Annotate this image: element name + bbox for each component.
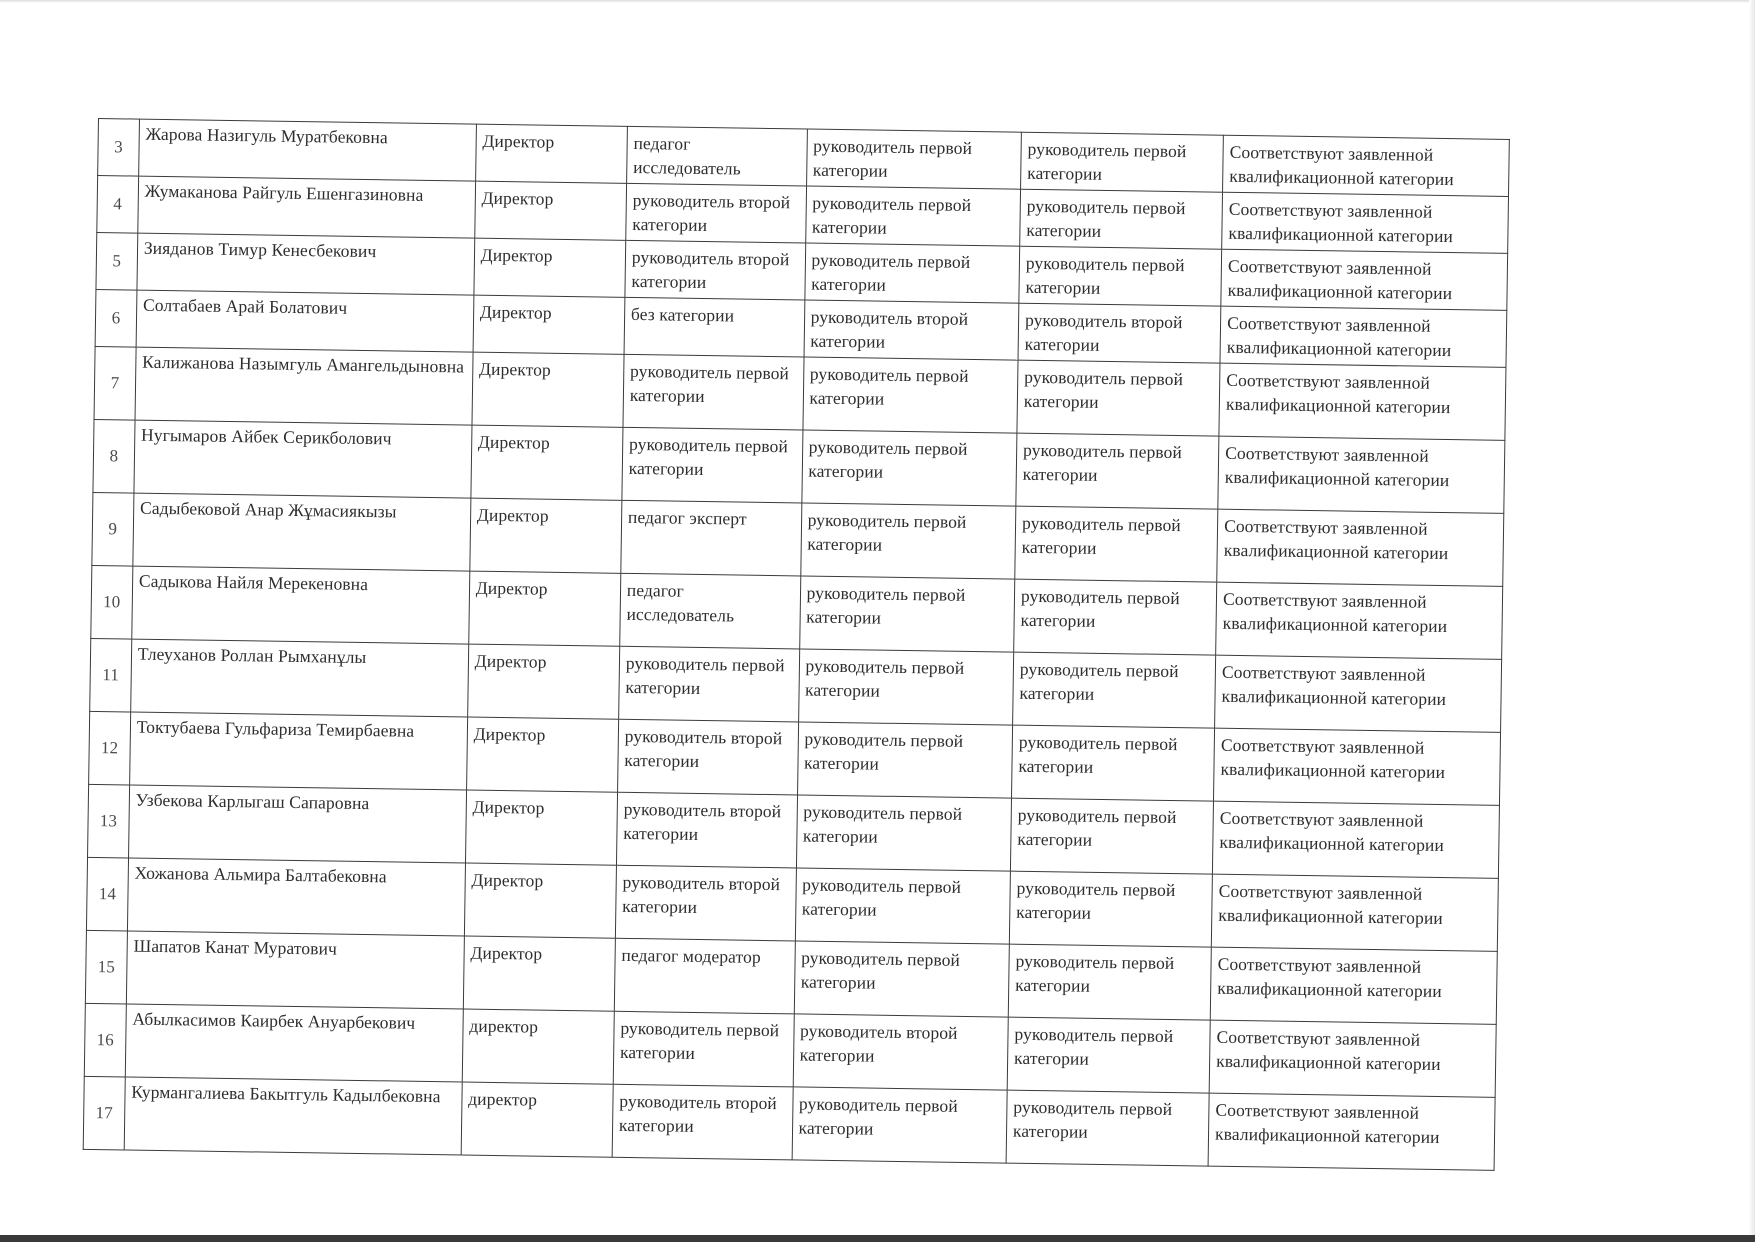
assigned-category-cell: руководитель первой категории [1007, 1017, 1210, 1093]
conclusion-cell: Соответствуют заявленной квалификационной категории [1223, 135, 1510, 196]
position-cell: Директор [474, 238, 626, 297]
claimed-category-cell: руководитель первой категории [802, 357, 1017, 433]
conclusion-cell: Соответствуют заявленной квалификационной категории [1210, 947, 1497, 1024]
current-category-cell: педагог исследователь [620, 573, 801, 649]
conclusion-cell: Соответствуют заявленной квалификационной категории [1208, 1093, 1495, 1170]
employee-name-cell: Нугымаров Айбек Серикболович [134, 420, 472, 498]
claimed-category-cell: руководитель первой категории [796, 795, 1011, 871]
assigned-category-cell: руководитель первой категории [1010, 798, 1213, 874]
employee-name-cell: Абылкасимов Каирбек Ануарбекович [125, 1004, 463, 1082]
position-cell: Директор [468, 571, 620, 646]
row-number-cell: 9 [92, 492, 134, 566]
row-number-cell: 14 [86, 857, 128, 931]
row-number-cell: 7 [94, 346, 136, 420]
position-cell: директор [461, 1082, 613, 1157]
claimed-category-cell: руководитель первой категории [799, 576, 1014, 652]
assigned-category-cell: руководитель первой категории [1008, 944, 1211, 1020]
assigned-category-cell: руководитель первой категории [1011, 725, 1214, 801]
row-number-cell: 11 [90, 638, 132, 712]
position-cell: Директор [466, 717, 618, 792]
conclusion-cell: Соответствуют заявленной квалификационной категории [1211, 874, 1498, 951]
current-category-cell: руководитель второй категории [626, 183, 807, 243]
table-body [83, 119, 1509, 1171]
position-cell: Директор [472, 352, 624, 427]
current-category-cell: руководитель первой категории [618, 646, 799, 722]
current-category-cell: педагог модератор [614, 938, 795, 1014]
employee-name-cell: Жумаканова Райгуль Ешенгазиновна [138, 176, 476, 238]
conclusion-cell: Соответствуют заявленной квалификационной категории [1222, 192, 1509, 253]
current-category-cell: руководитель первой категории [622, 427, 803, 503]
claimed-category-cell: руководитель первой категории [800, 503, 1015, 579]
row-number-cell: 5 [96, 232, 138, 290]
claimed-category-cell: руководитель второй категории [804, 300, 1019, 360]
conclusion-cell: Соответствуют заявленной квалификационной категории [1209, 1020, 1496, 1097]
row-number-cell: 8 [93, 419, 135, 493]
row-number-cell: 3 [98, 119, 140, 177]
scan-top-edge [0, 0, 1755, 3]
employee-name-cell: Токтубаева Гульфариза Темирбаевна [129, 712, 467, 790]
row-number-cell: 10 [91, 565, 133, 639]
scan-bottom-edge [0, 1235, 1755, 1242]
claimed-category-cell: руководитель первой категории [806, 129, 1021, 189]
employee-name-cell: Узбекова Карлыгаш Сапаровна [128, 785, 466, 863]
employee-name-cell: Тлеуханов Роллан Рымханұлы [131, 639, 469, 717]
assigned-category-cell: руководитель первой категории [1020, 189, 1223, 249]
current-category-cell: педагог эксперт [621, 500, 802, 576]
current-category-cell: без категории [624, 297, 805, 357]
conclusion-cell: Соответствуют заявленной квалификационной категории [1212, 801, 1499, 878]
row-number-cell: 6 [95, 289, 137, 347]
current-category-cell: руководитель первой категории [623, 354, 804, 430]
employee-name-cell: Хожанова Альмира Балтабековна [127, 858, 465, 936]
conclusion-cell: Соответствуют заявленной квалификационной категории [1219, 363, 1506, 440]
assigned-category-cell: руководитель первой категории [1015, 506, 1218, 582]
assigned-category-cell: руководитель первой категории [1019, 246, 1222, 306]
employee-name-cell: Калижанова Назымгуль Амангельдыновна [135, 347, 473, 425]
current-category-cell: руководитель второй категории [617, 719, 798, 795]
assigned-category-cell: руководитель первой категории [1017, 360, 1220, 436]
conclusion-cell: Соответствуют заявленной квалификационной категории [1221, 249, 1508, 310]
conclusion-cell: Соответствуют заявленной квалификационной категории [1217, 509, 1504, 586]
current-category-cell: руководитель второй категории [612, 1084, 793, 1160]
current-category-cell: руководитель первой категории [613, 1011, 794, 1087]
row-number-cell: 13 [88, 784, 130, 858]
claimed-category-cell: руководитель первой категории [795, 868, 1010, 944]
position-cell: Директор [463, 936, 615, 1011]
claimed-category-cell: руководитель первой категории [804, 243, 1019, 303]
assigned-category-cell: руководитель первой категории [1009, 871, 1212, 947]
employee-name-cell: Шапатов Канат Муратович [126, 931, 464, 1009]
attestation-table [83, 118, 1510, 1171]
assigned-category-cell: руководитель второй категории [1018, 303, 1221, 363]
current-category-cell: руководитель второй категории [625, 240, 806, 300]
employee-name-cell: Садыкова Найля Мерекеновна [132, 566, 470, 644]
claimed-category-cell: руководитель первой категории [797, 722, 1012, 798]
row-number-cell: 17 [83, 1076, 125, 1150]
conclusion-cell: Соответствуют заявленной квалификационной категории [1216, 582, 1503, 659]
position-cell: Директор [471, 425, 623, 500]
employee-name-cell: Садыбековой Анар Жұмасиякызы [133, 493, 471, 571]
assigned-category-cell: руководитель первой категории [1016, 433, 1219, 509]
position-cell: Директор [467, 644, 619, 719]
position-cell: Директор [465, 790, 617, 865]
claimed-category-cell: руководитель первой категории [798, 649, 1013, 725]
claimed-category-cell: руководитель второй категории [793, 1014, 1008, 1090]
position-cell: Директор [475, 181, 627, 240]
current-category-cell: руководитель второй категории [615, 865, 796, 941]
claimed-category-cell: руководитель первой категории [792, 1087, 1007, 1163]
row-number-cell: 15 [85, 930, 127, 1004]
row-number-cell: 4 [97, 176, 139, 234]
position-cell: Директор [464, 863, 616, 938]
claimed-category-cell: руководитель первой категории [794, 941, 1009, 1017]
employee-name-cell: Жарова Назигуль Муратбековна [138, 119, 476, 181]
claimed-category-cell: руководитель первой категории [801, 430, 1016, 506]
employee-name-cell: Зияданов Тимур Кенесбекович [137, 233, 475, 295]
conclusion-cell: Соответствуют заявленной квалификационной категории [1214, 728, 1501, 805]
conclusion-cell: Соответствуют заявленной квалификационной категории [1220, 306, 1507, 367]
assigned-category-cell: руководитель первой категории [1006, 1090, 1209, 1166]
assigned-category-cell: руководитель первой категории [1013, 652, 1216, 728]
scan-right-shadow [1749, 0, 1755, 1242]
row-number-cell: 16 [84, 1003, 126, 1077]
conclusion-cell: Соответствуют заявленной квалификационной категории [1218, 436, 1505, 513]
position-cell: Директор [473, 295, 625, 354]
claimed-category-cell: руководитель первой категории [805, 186, 1020, 246]
position-cell: директор [462, 1009, 614, 1084]
assigned-category-cell: руководитель первой категории [1014, 579, 1217, 655]
employee-name-cell: Курмангалиева Бакытгуль Кадылбековна [124, 1077, 462, 1155]
assigned-category-cell: руководитель первой категории [1020, 132, 1223, 192]
position-cell: Директор [470, 498, 622, 573]
current-category-cell: педагог исследователь [626, 126, 807, 186]
current-category-cell: руководитель второй категории [616, 792, 797, 868]
employee-name-cell: Солтабаев Арай Болатович [136, 290, 474, 352]
row-number-cell: 12 [89, 711, 131, 785]
conclusion-cell: Соответствуют заявленной квалификационной категории [1215, 655, 1502, 732]
position-cell: Директор [475, 124, 627, 183]
